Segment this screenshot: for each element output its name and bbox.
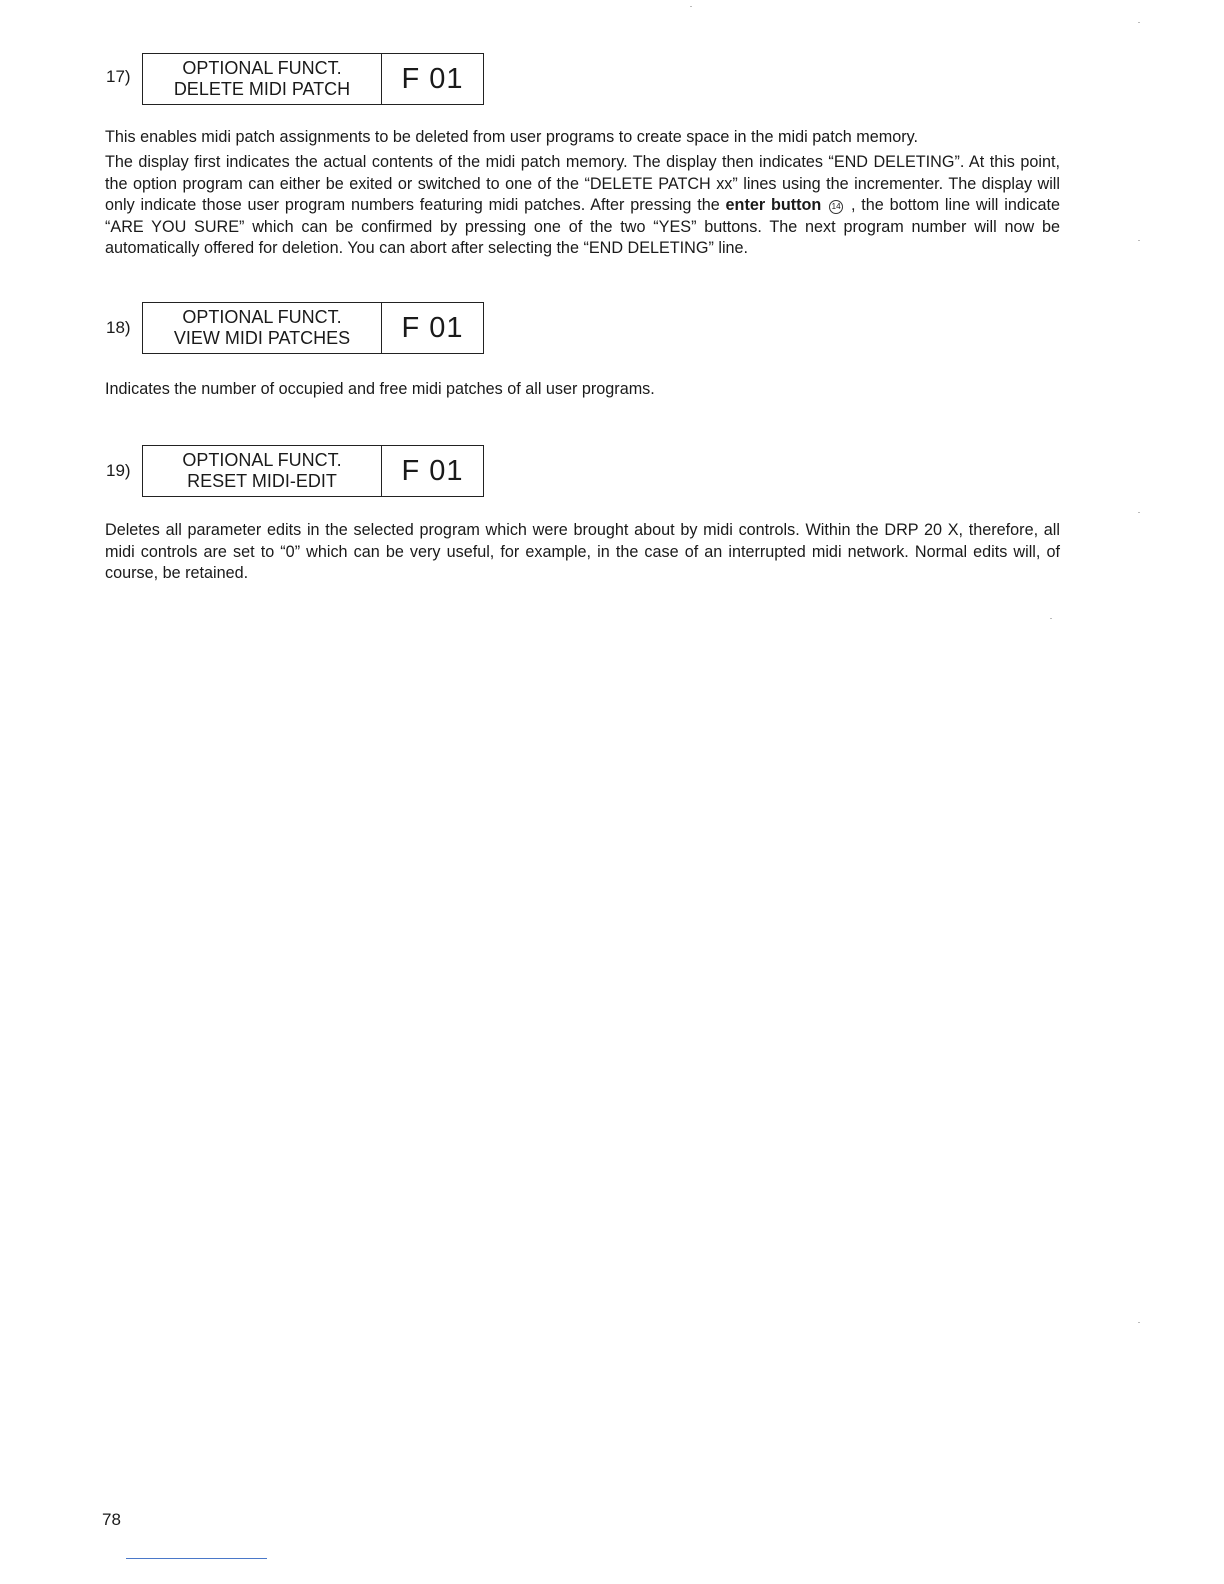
scan-speck [690, 6, 692, 7]
lcd-function-code: F 01 [401, 62, 464, 95]
lcd-line-2: RESET MIDI-EDIT [187, 471, 337, 491]
scan-speck [1138, 512, 1140, 513]
scan-speck [1138, 1322, 1140, 1323]
lcd-line-1: OPTIONAL FUNCT. [182, 307, 342, 327]
page-number: 78 [102, 1510, 121, 1529]
bold-term: enter button [725, 196, 822, 214]
paragraph [105, 152, 1060, 260]
paragraph: This enables midi patch assignments to be deleted from user programs to create space in the midi patch memory. [105, 128, 919, 146]
item-number: 17) [106, 67, 131, 86]
scan-speck [1138, 240, 1140, 241]
lcd-line-1: OPTIONAL FUNCT. [182, 450, 342, 470]
lcd-line-2: DELETE MIDI PATCH [173, 79, 351, 99]
lcd-line-2: VIEW MIDI PATCHES [173, 328, 351, 348]
lcd-display [142, 445, 484, 497]
lcd-text-area [143, 54, 382, 104]
lcd-text-area [143, 446, 382, 496]
item-number: 18) [106, 318, 131, 337]
lcd-function-code: F 01 [401, 311, 464, 344]
lcd-function-code: F 01 [401, 454, 464, 487]
lcd-display [142, 53, 484, 105]
item-number: 19) [106, 461, 131, 480]
circled-number-icon: 14 [829, 200, 843, 214]
paragraph-text: , the bottom line will indicate “ARE YOU SURE” which can be confirmed by pressing one of the two “YES” buttons. The next program number will now be automatically offered for deletion. You can abort after selecting the “END DELETING” line. [105, 196, 1061, 257]
paragraph-text: The display first indicates the actual contents of the midi patch memory. The display then indicates “END DELETING”. At this point, the option program can either be exited or switched to one of the “DELETE PATCH xx” lines using the incrementer. The display will only indicate those user program numbers featuring midi patches. After pressing the [105, 153, 1060, 214]
footer-rule [126, 1558, 267, 1559]
scan-speck [1138, 22, 1140, 23]
lcd-display [142, 302, 484, 354]
paragraph: Indicates the number of occupied and free midi patches of all user programs. [105, 380, 655, 398]
scan-speck [1050, 618, 1052, 619]
lcd-line-1: OPTIONAL FUNCT. [182, 58, 342, 78]
paragraph: Deletes all parameter edits in the selected program which were brought about by midi controls. Within the DRP 20 X, therefore, all midi controls are set to “0” which can be very useful, for example, in the case of an interrupted midi network. Normal edits will, of course, be retained. [105, 521, 1060, 582]
lcd-text-area [143, 303, 382, 353]
